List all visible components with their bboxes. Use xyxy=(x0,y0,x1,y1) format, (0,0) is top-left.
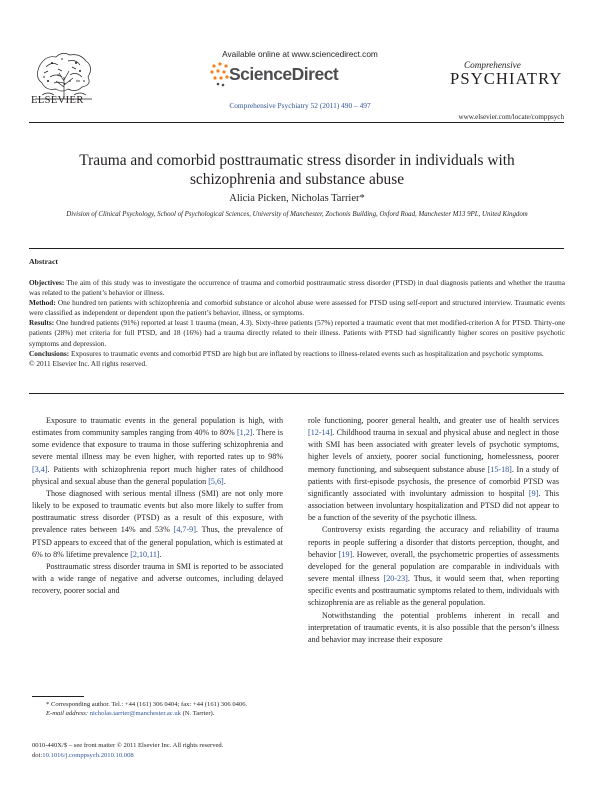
doi-link[interactable]: 10.1016/j.comppsych.2010.10.008 xyxy=(42,751,134,759)
conclusions-text: Exposures to traumatic events and comorbid PTSD are high but are inflated by reactions to illness-related events such as hospitalization and psychotic symptoms. xyxy=(69,348,544,358)
doi-label: doi: xyxy=(32,751,43,759)
issn-block xyxy=(32,741,223,760)
method-label: Method: xyxy=(29,298,56,308)
citation-link[interactable]: [3,4] xyxy=(32,464,48,474)
footnote-rule xyxy=(32,696,84,697)
body-paragraph xyxy=(32,415,283,488)
citation-link[interactable]: [12-14] xyxy=(308,428,333,438)
text-run: . xyxy=(223,476,226,486)
body-paragraph: Notwithstanding the potential problems inherent in recall and interpretation of traumatic events, it is also possible that the person’s illness and behavior may increase their exposure xyxy=(308,610,559,644)
email-suffix: (N. Tarrier). xyxy=(180,710,215,718)
citation-link[interactable]: [4,7-9] xyxy=(173,525,196,535)
citation-link[interactable]: [2,10,11] xyxy=(130,549,160,559)
journal-url[interactable]: www.elsevier.com/locate/comppsych xyxy=(458,113,564,121)
citation-link[interactable]: [5,6] xyxy=(208,476,224,486)
body-paragraph xyxy=(308,415,559,524)
results-text: One hundred patients (91%) reported at least 1 trauma (mean, 4.3). Sixty-three patients (57%) reported a traumatic event that met modified-criterion A for PTSD. Thirty-one patients (28%) met criteria for full PTSD, and 18 (16%) had a trauma directly related to their illness. Patients with PTSD had significantly higher scores on positive psychotic symptoms and depression. xyxy=(29,318,565,348)
abstract-conclusions xyxy=(29,349,565,359)
abstract-results xyxy=(29,318,565,348)
article-title: Trauma and comorbid posttraumatic stress disorder in individuals with schizophrenia and substance abuse xyxy=(79,152,515,188)
journal-logo-small: Comprehensive xyxy=(464,60,521,70)
abstract-top-rule xyxy=(29,248,564,249)
email-link[interactable]: nicholas.tarrier@manchester.ac.uk xyxy=(89,710,181,718)
corresponding-author-note: * Corresponding author. Tel.: +44 (161) 306 0404; fax: +44 (161) 306 0406. xyxy=(46,701,248,708)
objectives-label: Objectives: xyxy=(29,278,65,287)
publisher-name: ELSEVIER xyxy=(31,95,84,106)
conclusions-label: Conclusions: xyxy=(29,348,70,358)
abstract-objectives xyxy=(29,278,565,298)
abstract-copyright: © 2011 Elsevier Inc. All rights reserved. xyxy=(29,358,147,368)
journal-citation[interactable]: Comprehensive Psychiatry 52 (2011) 490 – 497 xyxy=(229,101,371,110)
abstract-method xyxy=(29,298,565,318)
citation-link[interactable]: [9] xyxy=(528,488,539,498)
method-text: One hundred ten patients with schizophrenia and comorbid substance or alcohol abuse were assessed for PTSD using self-report and structured interview. Traumatic events were classified as independent or dependent upon the patient’s behavior, illness, or symptoms. xyxy=(29,298,565,318)
results-label: Results: xyxy=(29,318,55,328)
email-note xyxy=(32,709,283,718)
text-run: . However, overall, the psychometric properties of assessments developed for the general population are comparable in individuals with severe mental illness xyxy=(308,549,559,584)
journal-logo-big: PSYCHIATRY xyxy=(450,69,563,88)
abstract-body xyxy=(29,278,565,369)
doi-line xyxy=(32,751,223,761)
text-run: . Thus, the prevalence of PTSD appears to exceed that of the general population, which is estimated at 6% to 8% lifetime prevalence xyxy=(32,525,284,559)
email-label: E-mail address: xyxy=(46,710,89,718)
citation-link[interactable]: [19] xyxy=(338,549,353,559)
article-authors: Alicia Picken, Nicholas Tarrier* xyxy=(229,193,365,204)
abstract-bottom-rule xyxy=(29,393,564,394)
text-run: . There is some evidence that exposure to trauma in those suffering schizophrenia and severe mental illness may be even higher, with reported rates up to 98% xyxy=(32,428,283,462)
text-run: Controversy exists regarding the accuracy and reliability of trauma reports in people suffering a disorder that distorts perception, thought, and behavior xyxy=(308,525,559,559)
citation-link[interactable]: [15-18] xyxy=(487,464,512,474)
citation-link[interactable]: [1,2] xyxy=(236,428,253,438)
body-paragraph: Posttraumatic stress disorder trauma in SMI is reported to be associated with a wide range of negative and adverse outcomes, including delayed recovery, poorer social and xyxy=(32,561,283,596)
abstract-heading: Abstract xyxy=(29,257,59,266)
text-run: . This association between involuntary hospitalization and PTSD did not appear to be a function of the severity of the psychotic illness. xyxy=(308,488,559,523)
body-paragraph xyxy=(32,488,283,561)
body-column-left xyxy=(32,415,283,597)
body-column-right xyxy=(308,415,559,646)
text-run: Exposure to traumatic events in the general population is high, with estimates from community samples ranging from 40% to 80% xyxy=(32,416,283,438)
text-run: . Childhood trauma in sexual and physical abuse and neglect in those with SMI has been associated with greater levels of psychotic symptoms, higher levels of anxiety, poorer social functioning, homelessness, poorer memory functioning, and subsequent substance abuse xyxy=(308,428,559,474)
text-run: Those diagnosed with serious mental illness (SMI) are not only more likely to be exposed to traumatic events but also more likely to suffer from posttraumatic stress disorder (PTSD) as a result of this exposure, with prevalence rates between 14% and 53% xyxy=(32,488,283,535)
text-run: . Patients with schizophrenia report much higher rates of childhood physical and sexual abuse than the general population xyxy=(32,464,283,486)
citation-link[interactable]: [20-23] xyxy=(383,574,408,584)
sciencedirect-wordmark: ScienceDirect xyxy=(229,64,339,84)
text-run: . In a study of patients with first-episode psychosis, the presence of comorbid PTSD was significantly associated with involuntary admission to hospital xyxy=(308,464,560,498)
text-run: . Thus, it would seem that, when reporting specific events and posttraumatic symptoms related to them, individuals with schizophrenia are as reliable as the general population. xyxy=(308,574,559,608)
text-run: . xyxy=(159,549,162,559)
body-paragraph xyxy=(308,524,559,609)
objectives-text: The aim of this study was to investigate the occurrence of trauma and comorbid posttraumatic stress disorder (PTSD) in dual diagnosis patients and whether the trauma was related to the patient’s behavior or illness. xyxy=(29,278,565,298)
footnote xyxy=(32,700,283,719)
availability-line[interactable]: Available online at www.sciencedirect.com xyxy=(222,49,378,59)
journal-logo xyxy=(450,60,565,87)
text-run: role functioning, poorer general health, and greater use of health services xyxy=(308,416,559,425)
header-rule xyxy=(29,122,564,123)
author-affiliation: Division of Clinical Psychology, School of Psychological Sciences, University of Manchester, Zochonis Building, Oxford Road, Manchester M13 9PL, United Kingdom xyxy=(66,211,528,218)
issn-line: 0010-440X/$ – see front matter © 2011 Elsevier Inc. All rights reserved. xyxy=(32,742,224,749)
